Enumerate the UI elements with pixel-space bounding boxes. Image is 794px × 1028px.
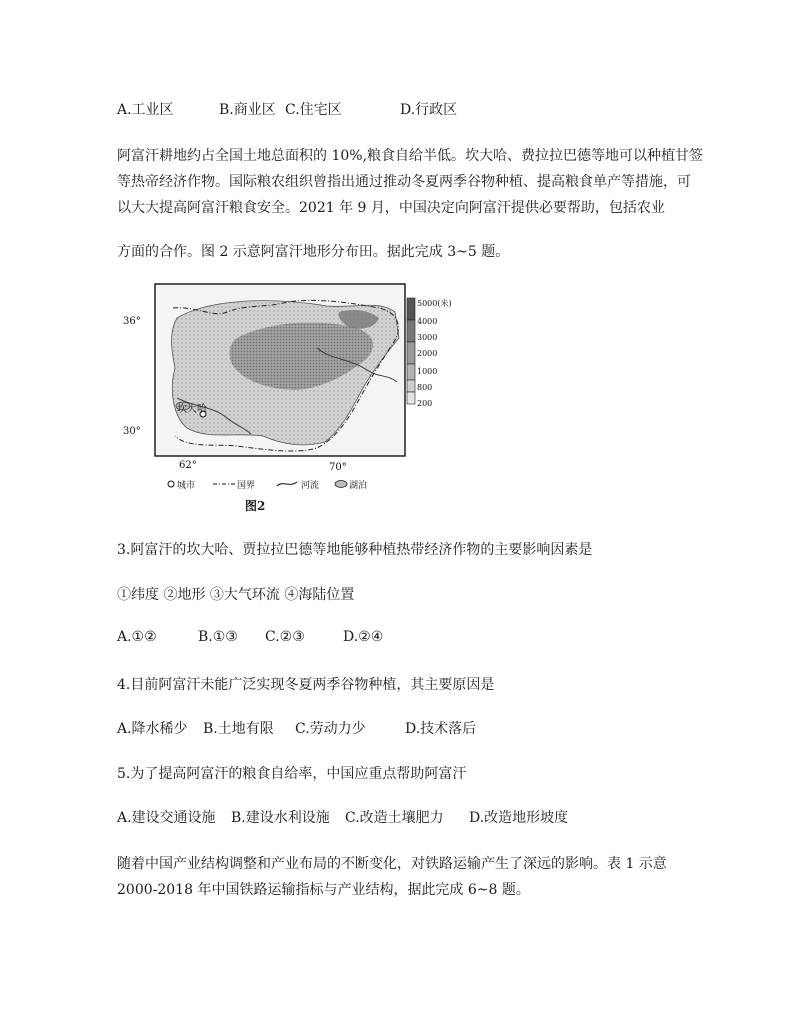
q4-options (117, 718, 476, 738)
lat-label-30: 30° (123, 426, 141, 437)
passage1-line4: 方面的合作。图 2 示意阿富汗地形分布田。据此完成 3~5 题。 (117, 244, 510, 260)
q3-stem: 3.阿富汗的坎大哈、贾拉拉巴德等地能够种植热带经济作物的主要影响因素是 (117, 542, 593, 558)
passage1-line1: 阿富汗耕地约占全国土地总面积的 10%,粮食自给半低。坎大哈、费拉拉巴德等地可以种植甘签 (117, 148, 704, 164)
q4-option-d: D.技术落后 (405, 721, 477, 737)
q4-option-b: B.土地有限 (203, 721, 274, 737)
scale-label-3000: 3000 (417, 333, 438, 342)
q5-option-c: C.改造土壤肥力 (345, 810, 444, 826)
passage2-line1: 随着中国产业结构调整和产业布局的不断变化，对铁路运输产生了深远的影响。表 1 示意 (117, 856, 667, 872)
scale-label-2000: 2000 (417, 349, 438, 358)
q5-option-d: D.改造地形坡度 (469, 810, 569, 826)
terrain-map-figure (117, 278, 452, 518)
legend-city-label: 城市 (177, 481, 196, 491)
q2-options (117, 99, 457, 119)
lat-label-36: 36° (123, 316, 141, 327)
terrain-map (117, 278, 452, 518)
scale-label-4000: 4000 (417, 317, 438, 326)
q5-options (117, 807, 568, 827)
q5-option-b: B.建设水利设施 (231, 810, 330, 826)
scale-label-200: 200 (417, 399, 433, 408)
q4-stem: 4.目前阿富汗未能广泛实现冬夏两季谷物种植，其主要原因是 (117, 677, 495, 693)
legend-border-label: 国界 (237, 481, 256, 491)
q3-options (117, 629, 383, 645)
passage2-line2: 2000-2018 年中国铁路运输指标与产业结构，据此完成 6~8 题。 (117, 882, 530, 898)
passage1-line3: 以大大提高阿富汗粮食安全。2021 年 9 月，中国决定向阿富汗提供必要帮助，包括农业 (117, 200, 665, 216)
q2-option-a: A.工业区 (117, 102, 174, 118)
q5-option-a: A.建设交通设施 (117, 810, 216, 826)
q3-factors: ①纬度 ②地形 ③大气环流 ④海陆位置 (117, 587, 355, 603)
map-legend (168, 479, 367, 491)
passage1-line2: 等热帝经济作物。国际粮农组织曾指出通过推动冬夏两季谷物种植、提高粮食单产等措施，可 (117, 174, 691, 190)
legend-city-icon (168, 481, 174, 487)
q2-option-b: B.商业区 (219, 102, 276, 118)
legend-lake-label: 湖泊 (349, 481, 368, 491)
scale-label-1000: 1000 (417, 367, 438, 376)
legend-river-label: 河流 (301, 481, 320, 491)
q2-option-d: D.行政区 (400, 102, 458, 118)
q4-option-a: A.降水稀少 (117, 721, 188, 737)
q3-option-b: B.①③ (198, 629, 238, 645)
city-kandahar-label: 坎大哈 (177, 404, 207, 415)
scale-label-800: 800 (417, 383, 433, 392)
lon-label-62: 62° (179, 460, 197, 471)
lon-label-70: 70° (329, 462, 347, 473)
q2-option-c: C.住宅区 (285, 102, 342, 118)
elevation-legend (407, 298, 452, 408)
q5-stem: 5.为了提高阿富汗的粮食自给率，中国应重点帮助阿富汗 (117, 766, 467, 782)
legend-river-icon (277, 482, 297, 486)
q3-option-a: A.①② (117, 629, 157, 645)
q3-option-d: D.②④ (343, 629, 384, 645)
q4-option-c: C.劳动力少 (295, 721, 366, 737)
q3-option-c: C.②③ (265, 629, 305, 645)
scale-label-5000: 5000(米) (417, 299, 452, 308)
legend-lake-icon (335, 481, 347, 488)
figure-caption: 图2 (245, 499, 266, 513)
